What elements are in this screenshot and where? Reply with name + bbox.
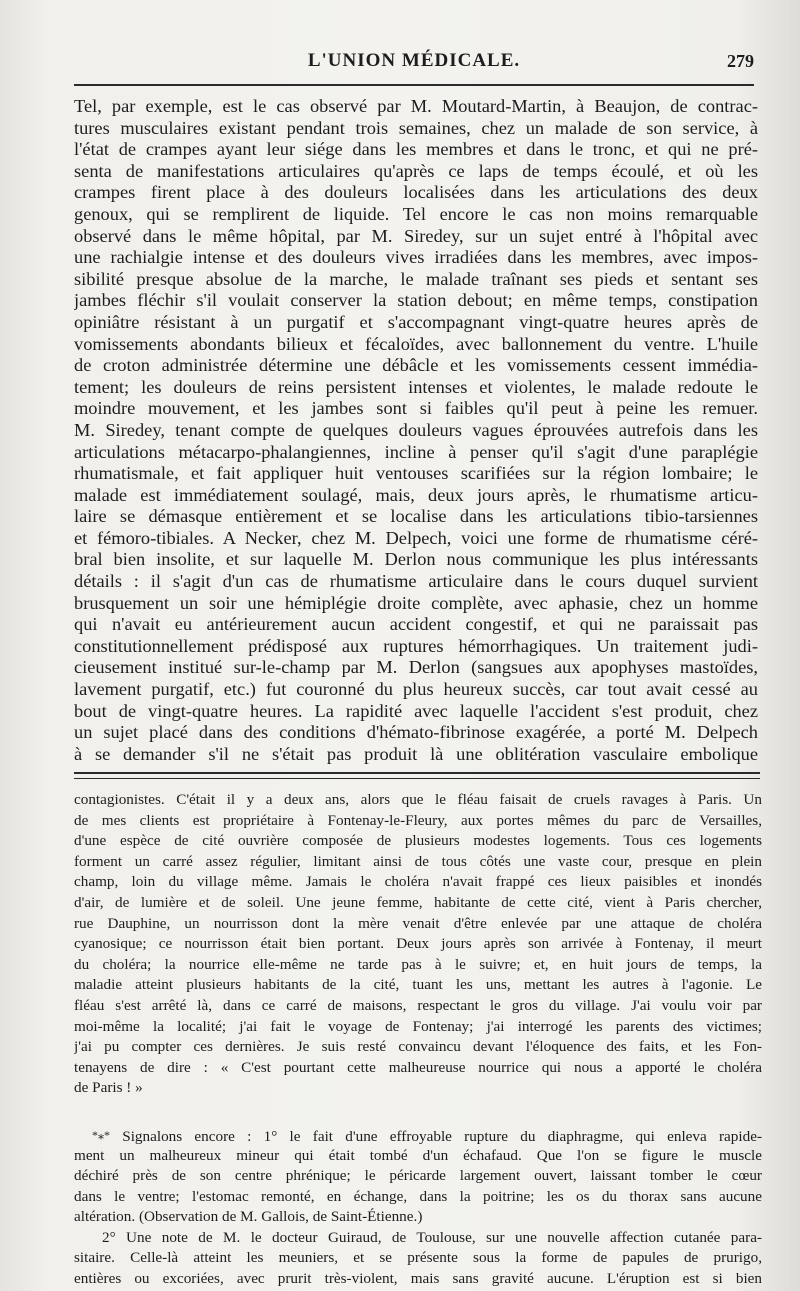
text-line: l'état de crampes ayant leur siége dans les membres et dans le tronc, et qui ne pré- [74, 139, 758, 160]
running-title: L'UNION MÉDICALE. [307, 50, 521, 71]
text-line: détails : il s'agit d'un cas de rhumatisme articulaire dans le cours duquel survient [74, 571, 758, 592]
text-line: crampes firent place à des douleurs localisées dans les articulations des deux [74, 182, 758, 203]
text-line: vomissements abondants bilieux et fécaloïdes, avec ballonnement du ventre. L'huile [74, 333, 758, 354]
note-line: j'ai pu compter ces dernières. Je suis resté convaincu devant l'éloquence des faits, et les Fon- [74, 1038, 762, 1056]
paragraph-gap [74, 1099, 762, 1125]
text-line: observé dans le même hôpital, par M. Siredey, sur un sujet entré à l'hôpital avec [74, 225, 758, 246]
note-line: ment un malheureux mineur qui était tombé d'un échafaud. Que l'on se figure le muscle [74, 1146, 762, 1164]
note-line: champ, loin du village même. Jamais le choléra n'avait frappé ces lieux paisibles et inondés [74, 873, 762, 891]
text-line: sibilité presque absolue de la marche, le malade traînant ses pieds et sentant ses [74, 268, 758, 289]
section-stars-marker: *⁎* [92, 1127, 110, 1142]
note-line: rue Dauphine, un nourrisson dont la mère venait d'être enlevée par une attaque de choléra [74, 914, 762, 932]
text-line: tement; les douleurs de reins persistent intenses et violentes, le malade redoute le [74, 376, 758, 397]
note-line: déchiré près de son centre phrénique; le péricarde largement ouvert, laissant tomber le cœur [74, 1167, 762, 1185]
text-line: jambes fléchir s'il voulait conserver la station debout; en même temps, constipation [74, 290, 758, 311]
text-line: un sujet placé dans des conditions d'hémato-fibrinose exagérée, a porté M. Delpech [74, 722, 758, 743]
note-line: sitaire. Celle-là atteint les meuniers, et se présente sous la forme de papules de prurigo, [74, 1249, 762, 1267]
text-line: une rachialgie intense et des douleurs vives irradiées dans les membres, avec impos- [74, 247, 758, 268]
note-line: moi-même la localité; j'ai fait le voyage de Fontenay; j'ai interrogé les parents des victimes; [74, 1017, 762, 1035]
text-line: constitutionnellement prédisposé aux ruptures hémorrhagiques. Un traitement judi- [74, 635, 758, 656]
text-line: à se demander s'il ne s'était pas produit là une oblitération vasculaire embolique [74, 743, 758, 764]
text-line: lavement purgatif, etc.) fut couronné du plus heureux succès, car tout avait cessé au [74, 679, 758, 700]
text-line: opiniâtre résistant à un purgatif et s'accompagnant vingt-quatre heures après de [74, 311, 758, 332]
footnote-separator [74, 772, 760, 779]
note-line: tenayens de dire : « C'est pourtant cette malheureuse nourrice qui nous a apporté le choléra [74, 1058, 762, 1076]
note-line: de mes clients est propriétaire à Fontenay-le-Fleury, aux portes mêmes du parc de Versailles, [74, 811, 762, 829]
text-line: laire se démasque entièrement et se localise dans les articulations tibio-tarsiennes [74, 506, 758, 527]
text-line: et fémoro-tibiales. A Necker, chez M. Delpech, voici une forme de rhumatisme céré- [74, 527, 758, 548]
text-line: tures musculaires existant pendant trois semaines, chez un malade de son service, à [74, 117, 758, 138]
note-line: de Paris ! » [74, 1079, 143, 1097]
note-line: forment un carré assez régulier, limitant ainsi de tous côtés une vaste cour, presque en plein [74, 852, 762, 870]
text-line: moindre mouvement, et les jambes sont si faibles qu'il peut à peine les remuer. [74, 398, 758, 419]
text-line: articulations métacarpo-phalangiennes, incline à penser qu'il s'agit d'une paraplégie [74, 441, 758, 462]
text-line: qui n'avait eu antérieurement aucun accident congestif, et qui ne paraissait pas [74, 614, 758, 635]
text-line: Tel, par exemple, est le cas observé par M. Moutard-Martin, à Beaujon, de contrac- [74, 96, 758, 116]
note-line: contagionistes. C'était il y a deux ans, alors que le fléau faisait de cruels ravages à Paris. Un [74, 791, 762, 808]
page-number: 279 [727, 51, 754, 71]
note-line: maladie atteint plusieurs habitants de la cité, tuant les uns, mettant les autres à l'agonie. Le [74, 976, 762, 994]
main-text [74, 96, 758, 765]
note-line: entières ou excoriées, avec prurit très-violent, mais sans gravité aucune. L'éruption est si bien [74, 1270, 762, 1288]
text-line: M. Siredey, tenant compte de quelques douleurs vagues éprouvées autrefois dans les [74, 419, 758, 440]
note-line: d'une espèce de cité ouvrière composée de plusieurs modestes logements. Tous ces logements [74, 832, 762, 850]
page-header [74, 48, 754, 78]
note-line: du choléra; la nourrice elle-même ne tarde pas à le suivre; et, en huit jours de temps, la [74, 955, 762, 973]
text-line: malade est immédiatement soulagé, mais, deux jours après, le rhumatisme articu- [74, 484, 758, 505]
feuilleton-notes [74, 790, 762, 1290]
text-line: genoux, qui se remplirent de liquide. Tel encore le cas non moins remarquable [74, 203, 758, 224]
text-line: senta de manifestations articulaires qu'après ce laps de temps écoulé, et où les [74, 160, 758, 181]
text-line: de croton administrée détermine une débâcle et les vomissements cessent immédia- [74, 355, 758, 376]
text-line: cieusement institué sur-le-champ par M. Derlon (sangsues aux apophyses mastoïdes, [74, 657, 758, 678]
text-line: brusquement un soir une hémiplégie droite complète, avec aphasie, chez un homme [74, 592, 758, 613]
note-line: 2° Une note de M. le docteur Guiraud, de Toulouse, sur une nouvelle affection cutanée para- [102, 1228, 762, 1246]
text-line: rhumatismale, et fait appliquer huit ventouses scarifiées sur la région lombaire; le [74, 463, 758, 484]
note-line: d'air, de lumière et de soleil. Une jeune femme, habitante de cette cité, vient à Paris chercher, [74, 893, 762, 911]
note-line: fléau s'est arrêté là, dans ce carré de maisons, respectant le gros du village. J'ai voulu voir par [74, 996, 762, 1014]
note-line-first [74, 1125, 762, 1146]
note-line: altération. (Observation de M. Gallois, de Saint-Étienne.) [74, 1208, 423, 1226]
note-line: dans le ventre; l'estomac remonté, en échange, dans la poitrine; les os du thorax sans aucune [74, 1187, 762, 1205]
text-line: bout de vingt-quatre heures. La rapidité avec laquelle l'accident s'est produit, chez [74, 700, 758, 721]
text-line: bral bien insolite, et sur laquelle M. Derlon nous communique les plus intéressants [74, 549, 758, 570]
note-line: cyanosique; ce nourrisson était bien portant. Deux jours après son arrivée à Fontenay, il meurt [74, 935, 762, 953]
note-text: Signalons encore : 1° le fait d'une effroyable rupture du diaphragme, qui enleva rapide- [122, 1127, 762, 1145]
header-rule [74, 84, 754, 86]
